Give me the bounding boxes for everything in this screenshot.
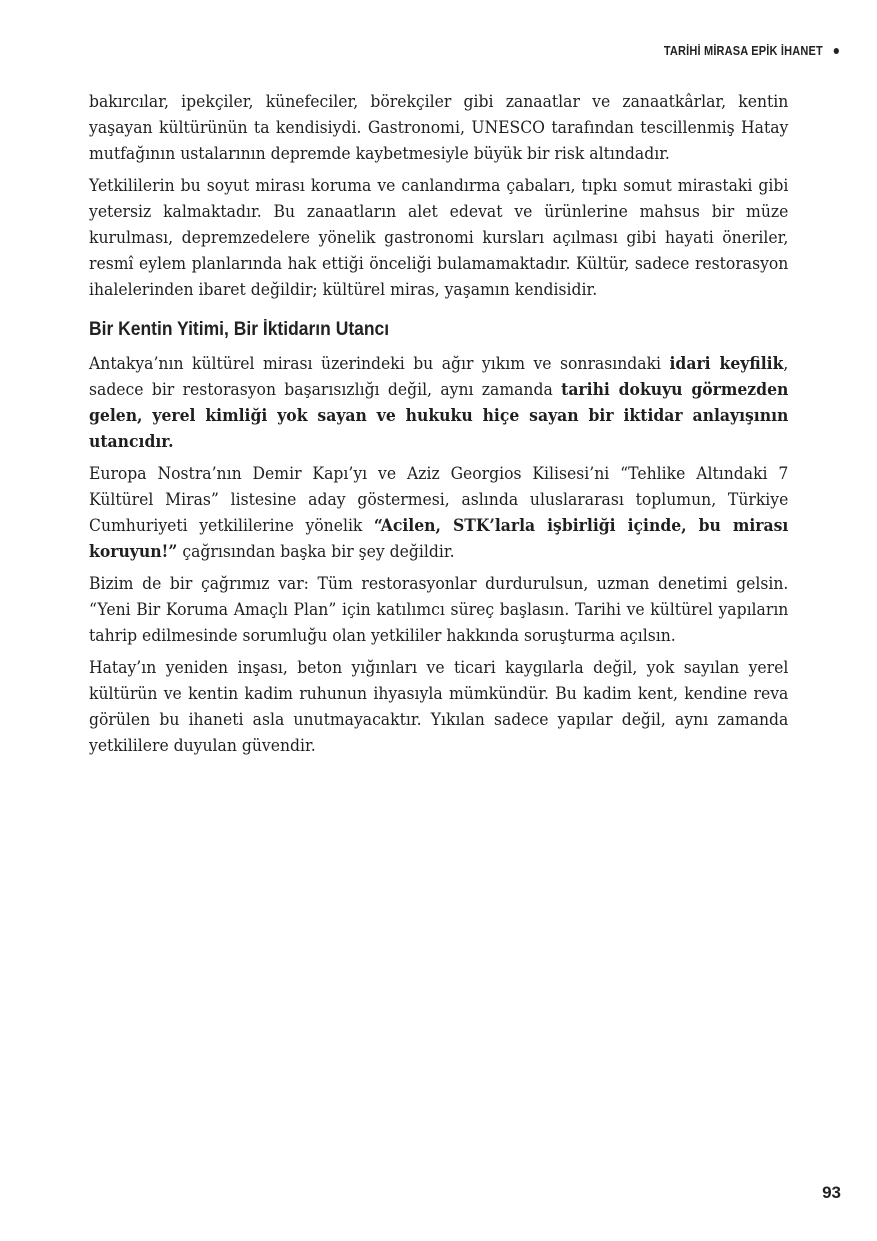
running-header: [664, 44, 839, 58]
paragraph-4: [89, 460, 788, 564]
paragraph-1: bakırcılar, ipekçiler, künefeciler, börekçiler gibi zanaatlar ve zanaatkârlar, kentin yaşayan kültürünün ta kendisiydi. Gastronomi, UNESCO tarafından tescillenmiş Hatay mutfağının ustalarının depremde kaybetmesiyle büyük bir risk altındadır.: [89, 91, 789, 163]
page-body: [89, 88, 789, 764]
page-number: 93: [822, 1183, 841, 1202]
bullet-icon: [834, 48, 839, 54]
paragraph-2: Yetkililerin bu soyut mirası koruma ve canlandırma çabaları, tıpkı somut mirastaki gibi yetersiz kalmaktadır. Bu zanaatların alet edevat ve ürünlerine mahsus bir müze kurulması, depremzedelere yönelik gastronomi kursları açılması gibi hayati öneriler, resmî eylem planlarında hak ettiği önceliği bulamamaktadır. Kültür, sadece restorasyon ihalelerinden ibaret değildir; kültürel miras, yaşamın kendisidir.: [89, 175, 789, 299]
running-title: TARİHİ MİRASA EPİK İHANET: [664, 44, 824, 58]
paragraph-4-bold-1: “Acilen, STK’larla işbirliği içinde, bu mirası koruyun!”: [89, 515, 789, 561]
paragraph-6: Hatay’ın yeniden inşası, beton yığınları ve ticari kaygılarla değil, yok sayılan yerel kültürün ve kentin kadim ruhunun ihyasıyla mümkündür. Bu kadim kent, kendine reva görülen bu ihaneti asla unutmayacaktır. Yıkılan sadece yapılar değil, aynı zamanda yetkililere duyulan güvendir.: [89, 657, 789, 755]
paragraph-5: Bizim de bir çağrımız var: Tüm restorasyonlar durdurulsun, uzman denetimi gelsin. “Yeni Bir Koruma Amaçlı Plan” için katılımcı süreç başlasın. Tarihi ve kültürel yapıların tahrip edilmesinde sorumluğu olan yetkililer hakkında soruşturma açılsın.: [89, 573, 789, 645]
paragraph-3: [89, 350, 788, 454]
paragraph-4-text-1: Europa Nostra’nın Demir Kapı’yı ve Aziz Georgios Kilisesi’ni “Tehlike Altındaki 7 Kültürel Miras” listesine aday göstermesi, aslında uluslararası toplumun, Türkiye Cumhuriyeti yetkililerine yönelik: [89, 463, 789, 535]
paragraph-3-text-1: Antakya’nın kültürel mirası üzerindeki bu ağır yıkım ve sonrasındaki: [89, 353, 670, 373]
paragraph-3-bold-2: tarihi dokuyu görmezden gelen, yerel kimliği yok sayan ve hukuku hiçe sayan bir iktidar anlayışının utancıdır.: [89, 379, 789, 451]
paragraph-3-text-2: , sadece bir restorasyon başarısızlığı değil, aynı zamanda: [89, 353, 789, 399]
section-heading: Bir Kentin Yitimi, Bir İktidarın Utancı: [89, 319, 390, 340]
paragraph-3-bold-1: idari keyfilik: [669, 353, 784, 373]
paragraph-4-text-2: çağrısından başka bir şey değildir.: [177, 541, 455, 561]
